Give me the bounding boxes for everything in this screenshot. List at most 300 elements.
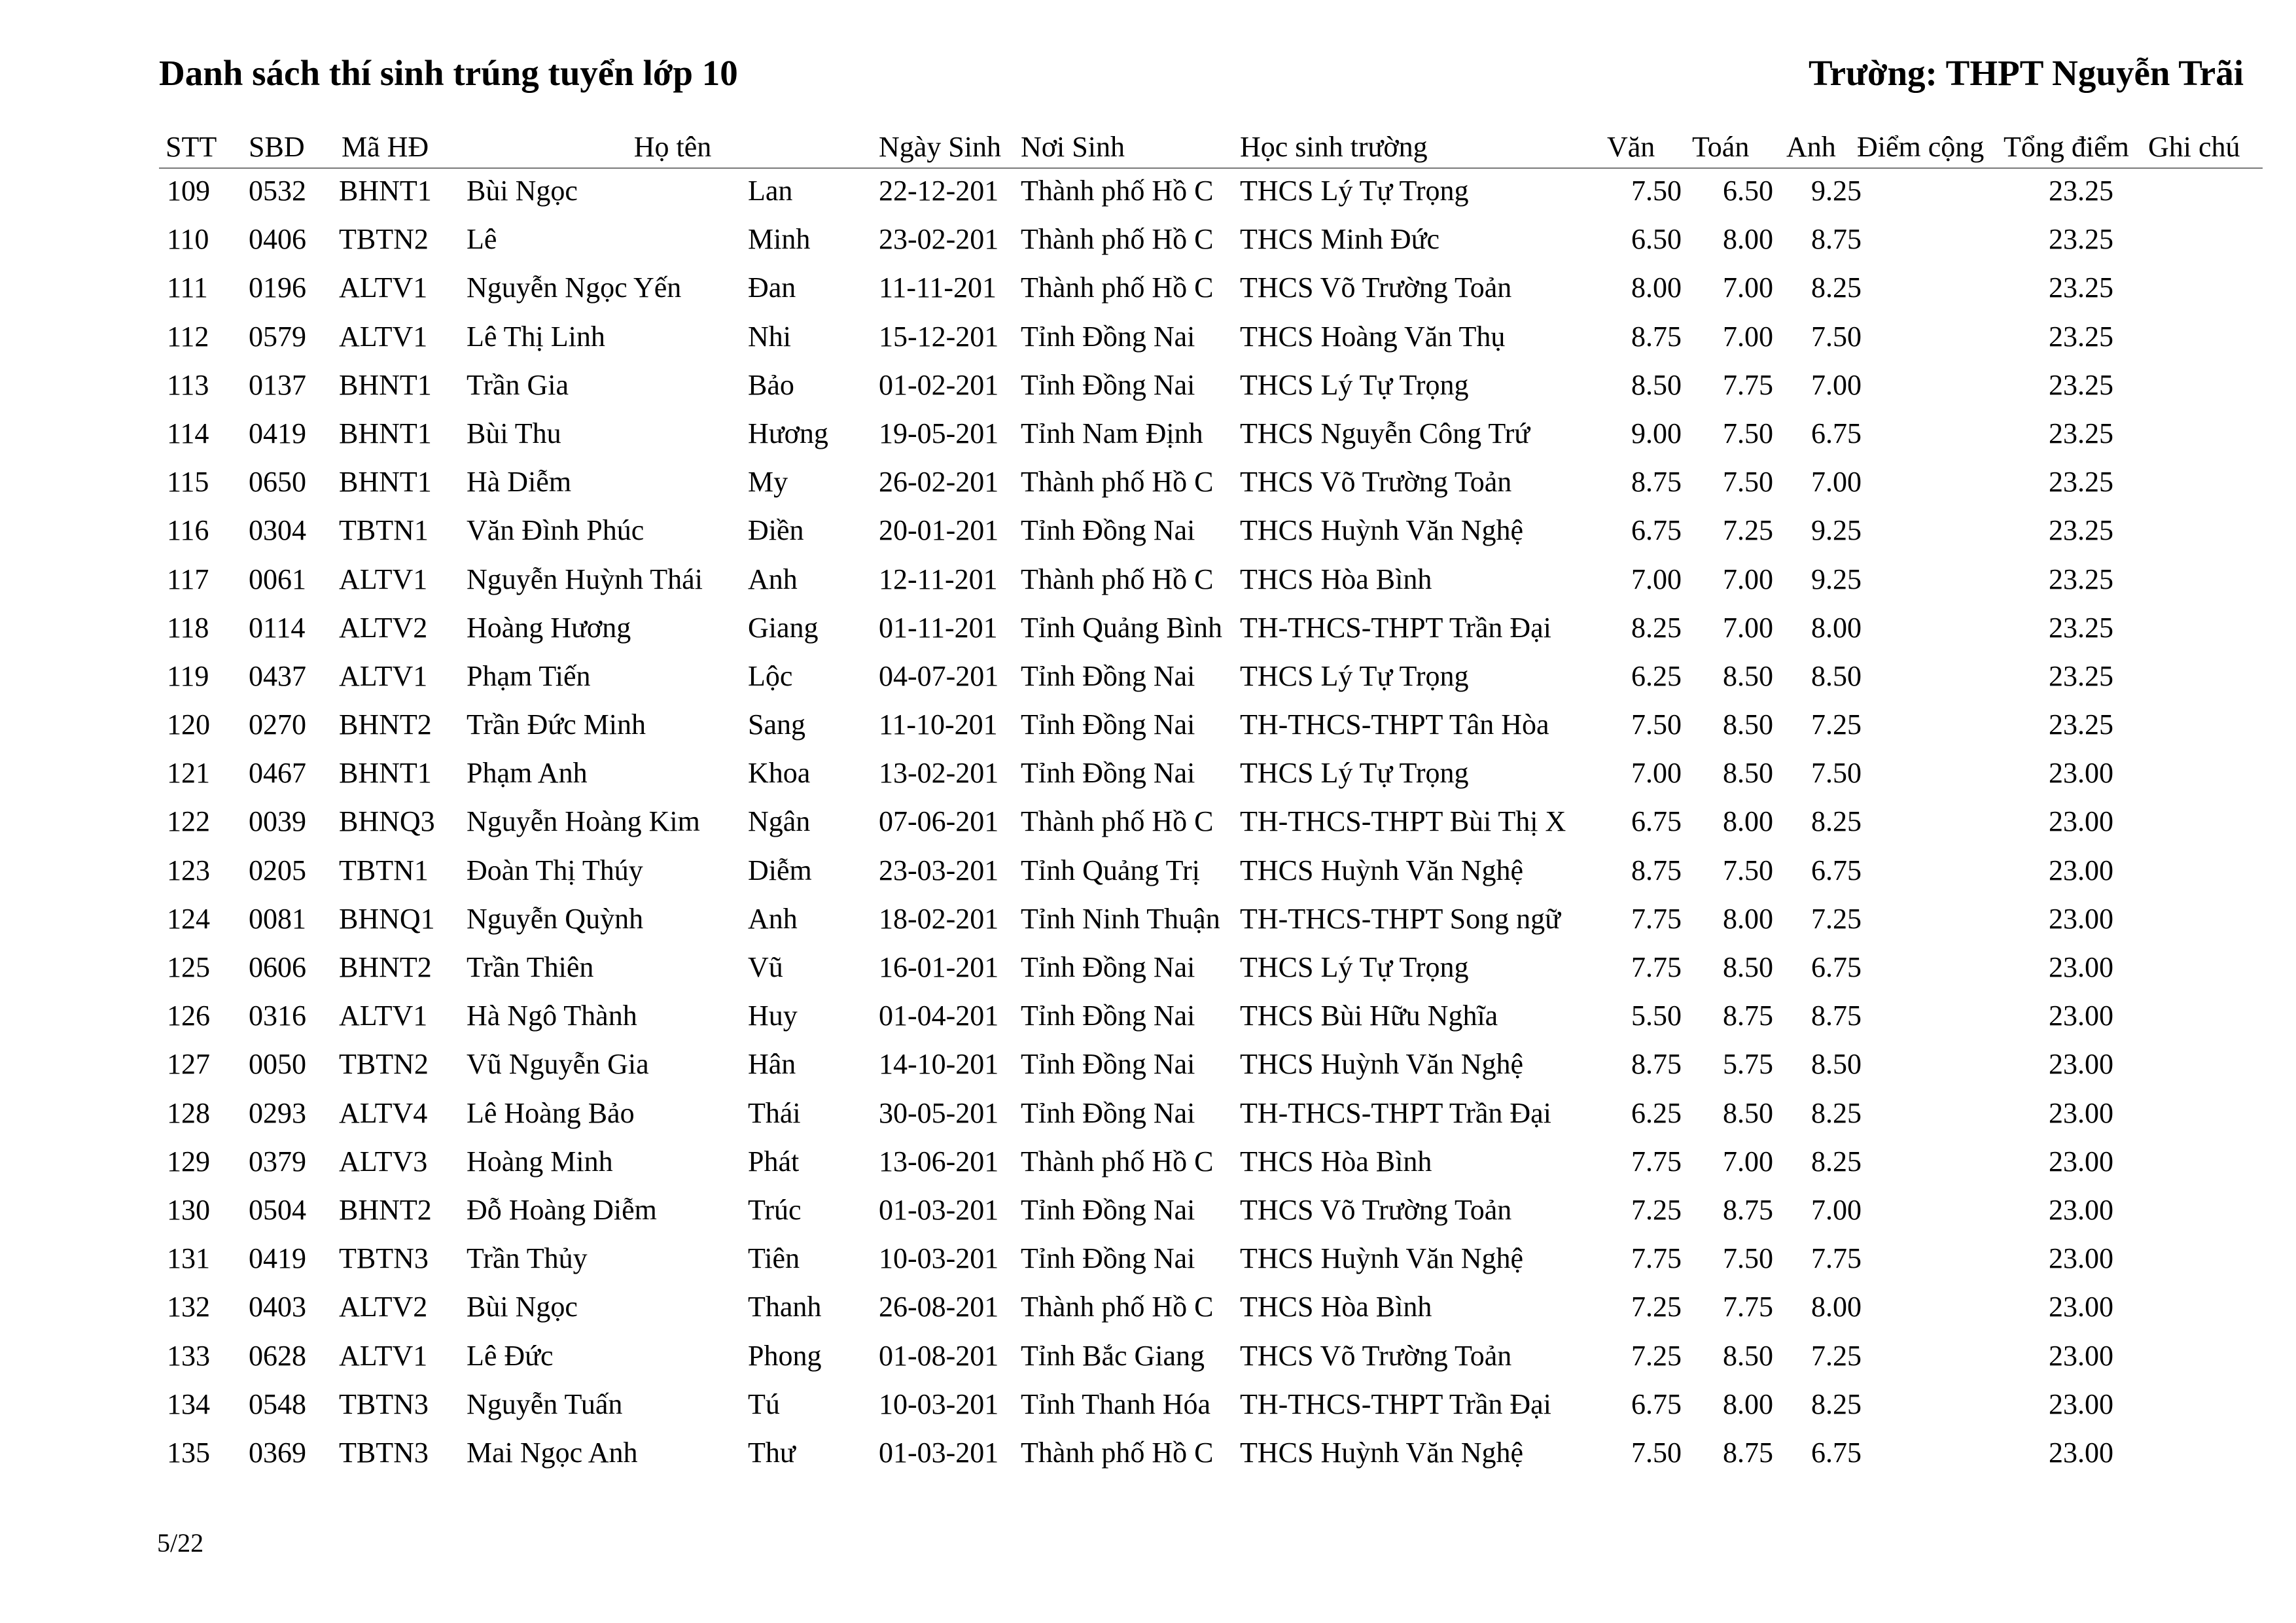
- cell-ho: Đỗ Hoàng Diễm: [467, 1193, 657, 1226]
- cell-sbd: 0205: [249, 854, 306, 886]
- cell-tong-diem: 23.00: [2049, 1145, 2113, 1178]
- cell-sbd: 0437: [249, 659, 306, 692]
- cell-ho: Nguyễn Ngọc Yến: [467, 271, 682, 304]
- cell-stt: 111: [167, 271, 208, 304]
- cell-ghi-chu: [2117, 1142, 2261, 1191]
- cell-ho: Phạm Tiến: [467, 659, 591, 692]
- cell-tong-diem: 23.00: [2049, 1000, 2113, 1032]
- cell-stt: 115: [167, 466, 209, 498]
- cell-hoc-sinh-truong: THCS Huỳnh Văn Nghệ: [1240, 854, 1524, 886]
- cell-ten: Điền: [748, 514, 804, 547]
- cell-noi-sinh: Thành phố Hồ C: [1021, 805, 1214, 838]
- cell-ma-hd: BHNT2: [339, 708, 432, 741]
- cell-hoc-sinh-truong: THCS Lý Tự Trọng: [1240, 951, 1469, 983]
- cell-noi-sinh: Thành phố Hồ C: [1021, 1145, 1214, 1178]
- cell-tong-diem: 23.25: [2049, 563, 2113, 595]
- cell-hoc-sinh-truong: THCS Hoàng Văn Thụ: [1240, 320, 1506, 353]
- cell-ten: Minh: [748, 223, 811, 256]
- cell-anh: 7.75: [1811, 1242, 1862, 1275]
- cell-diem-cong: [1862, 851, 1999, 899]
- cell-ngay-sinh: 14-10-201: [879, 1048, 999, 1081]
- cell-anh: 8.00: [1811, 611, 1862, 644]
- table-row: [0, 899, 2296, 948]
- cell-ngay-sinh: 11-10-201: [879, 708, 998, 741]
- table-row: [0, 171, 2296, 220]
- cell-van: 7.75: [1631, 1242, 1682, 1275]
- header-ho-ten: Họ tên: [633, 131, 712, 163]
- cell-diem-cong: [1862, 171, 1999, 220]
- cell-noi-sinh: Tỉnh Thanh Hóa: [1021, 1387, 1211, 1420]
- cell-van: 8.75: [1631, 1048, 1682, 1081]
- table-row: [0, 1336, 2296, 1385]
- cell-noi-sinh: Tỉnh Đồng Nai: [1021, 1193, 1195, 1226]
- cell-ghi-chu: [2117, 1239, 2261, 1287]
- cell-tong-diem: 23.25: [2049, 368, 2113, 401]
- table-row: [0, 1385, 2296, 1433]
- cell-ghi-chu: [2117, 317, 2261, 366]
- cell-ngay-sinh: 23-03-201: [879, 854, 999, 886]
- cell-ghi-chu: [2117, 560, 2261, 608]
- cell-diem-cong: [1862, 1045, 1999, 1093]
- cell-ten: Phát: [748, 1145, 800, 1178]
- cell-stt: 109: [167, 175, 210, 207]
- cell-ma-hd: BHNT2: [339, 951, 432, 983]
- cell-tong-diem: 23.00: [2049, 902, 2113, 935]
- table-row: [0, 657, 2296, 705]
- cell-tong-diem: 23.00: [2049, 805, 2113, 838]
- cell-diem-cong: [1862, 1385, 1999, 1433]
- cell-ngay-sinh: 07-06-201: [879, 805, 999, 838]
- cell-van: 8.50: [1631, 368, 1682, 401]
- cell-anh: 7.25: [1811, 902, 1862, 935]
- table-row: [0, 1191, 2296, 1239]
- cell-noi-sinh: Tỉnh Quảng Trị: [1021, 854, 1200, 886]
- table-row: [0, 851, 2296, 899]
- cell-ten: Diễm: [748, 854, 812, 886]
- cell-stt: 120: [167, 708, 210, 741]
- cell-sbd: 0650: [249, 466, 306, 498]
- cell-ten: Bảo: [748, 368, 794, 401]
- cell-stt: 119: [167, 659, 209, 692]
- cell-van: 5.50: [1631, 1000, 1682, 1032]
- cell-ma-hd: TBTN1: [339, 854, 429, 886]
- cell-toan: 7.75: [1723, 1291, 1773, 1323]
- cell-noi-sinh: Tỉnh Ninh Thuận: [1021, 902, 1220, 935]
- cell-ten: Hân: [748, 1048, 796, 1081]
- cell-ten: Anh: [748, 902, 798, 935]
- cell-hoc-sinh-truong: TH-THCS-THPT Trần Đại: [1240, 611, 1551, 644]
- cell-van: 8.00: [1631, 271, 1682, 304]
- cell-sbd: 0419: [249, 417, 306, 449]
- cell-ngay-sinh: 26-02-201: [879, 466, 999, 498]
- cell-ghi-chu: [2117, 1433, 2261, 1482]
- cell-van: 7.25: [1631, 1339, 1682, 1372]
- cell-tong-diem: 23.00: [2049, 854, 2113, 886]
- cell-sbd: 0406: [249, 223, 306, 256]
- cell-ho: Nguyễn Huỳnh Thái: [467, 563, 703, 595]
- cell-ghi-chu: [2117, 462, 2261, 511]
- cell-noi-sinh: Tỉnh Đồng Nai: [1021, 951, 1195, 983]
- cell-anh: 9.25: [1811, 563, 1862, 595]
- cell-ngay-sinh: 23-02-201: [879, 223, 999, 256]
- cell-hoc-sinh-truong: TH-THCS-THPT Trần Đại: [1240, 1096, 1551, 1129]
- cell-tong-diem: 23.25: [2049, 514, 2113, 547]
- cell-diem-cong: [1862, 1239, 1999, 1287]
- cell-sbd: 0137: [249, 368, 306, 401]
- cell-ho: Lê Thị Linh: [467, 320, 605, 353]
- cell-stt: 126: [167, 1000, 210, 1032]
- cell-noi-sinh: Tỉnh Đồng Nai: [1021, 1096, 1195, 1129]
- cell-van: 7.00: [1631, 563, 1682, 595]
- cell-diem-cong: [1862, 1094, 1999, 1142]
- cell-van: 7.25: [1631, 1193, 1682, 1226]
- cell-tong-diem: 23.00: [2049, 1339, 2113, 1372]
- cell-ma-hd: ALTV1: [339, 320, 428, 353]
- cell-sbd: 0039: [249, 805, 306, 838]
- cell-noi-sinh: Tỉnh Đồng Nai: [1021, 1000, 1195, 1032]
- cell-noi-sinh: Thành phố Hồ C: [1021, 563, 1214, 595]
- cell-toan: 8.50: [1723, 951, 1773, 983]
- cell-ten: Đan: [748, 271, 796, 304]
- cell-stt: 121: [167, 757, 210, 790]
- cell-ngay-sinh: 16-01-201: [879, 951, 999, 983]
- table-row: [0, 754, 2296, 802]
- cell-diem-cong: [1862, 414, 1999, 462]
- cell-anh: 8.75: [1811, 223, 1862, 256]
- cell-ma-hd: BHNQ3: [339, 805, 435, 838]
- cell-ngay-sinh: 20-01-201: [879, 514, 999, 547]
- cell-ten: Hương: [748, 417, 828, 449]
- cell-toan: 8.00: [1723, 805, 1773, 838]
- cell-ma-hd: BHNT1: [339, 757, 432, 790]
- cell-toan: 7.00: [1723, 320, 1773, 353]
- cell-ngay-sinh: 26-08-201: [879, 1291, 999, 1323]
- table-row: [0, 1142, 2296, 1191]
- cell-van: 7.00: [1631, 757, 1682, 790]
- cell-diem-cong: [1862, 1287, 1999, 1336]
- cell-ma-hd: BHNT1: [339, 368, 432, 401]
- cell-stt: 134: [167, 1387, 210, 1420]
- cell-tong-diem: 23.00: [2049, 1096, 2113, 1129]
- cell-anh: 6.75: [1811, 417, 1862, 449]
- cell-ho: Nguyễn Tuấn: [467, 1387, 623, 1420]
- cell-ghi-chu: [2117, 1094, 2261, 1142]
- cell-stt: 123: [167, 854, 210, 886]
- cell-ho: Bùi Thu: [467, 417, 561, 449]
- cell-toan: 8.50: [1723, 1339, 1773, 1372]
- cell-ten: Tú: [748, 1387, 780, 1420]
- cell-ho: Trần Thủy: [467, 1242, 588, 1275]
- cell-ngay-sinh: 13-02-201: [879, 757, 999, 790]
- cell-ghi-chu: [2117, 851, 2261, 899]
- cell-diem-cong: [1862, 220, 1999, 268]
- cell-stt: 127: [167, 1048, 210, 1081]
- cell-hoc-sinh-truong: THCS Lý Tự Trọng: [1240, 659, 1469, 692]
- cell-anh: 8.25: [1811, 1096, 1862, 1129]
- cell-tong-diem: 23.25: [2049, 271, 2113, 304]
- cell-ngay-sinh: 19-05-201: [879, 417, 999, 449]
- cell-van: 7.75: [1631, 1145, 1682, 1178]
- cell-tong-diem: 23.00: [2049, 757, 2113, 790]
- cell-anh: 6.75: [1811, 951, 1862, 983]
- cell-hoc-sinh-truong: THCS Võ Trường Toản: [1240, 1193, 1512, 1226]
- cell-anh: 7.50: [1811, 757, 1862, 790]
- cell-noi-sinh: Tỉnh Đồng Nai: [1021, 320, 1195, 353]
- cell-anh: 8.25: [1811, 1387, 1862, 1420]
- cell-ghi-chu: [2117, 1191, 2261, 1239]
- cell-ten: Vũ: [748, 951, 783, 983]
- cell-ngay-sinh: 15-12-201: [879, 320, 999, 353]
- cell-tong-diem: 23.25: [2049, 708, 2113, 741]
- cell-ho: Bùi Ngọc: [467, 175, 578, 207]
- cell-stt: 116: [167, 514, 209, 547]
- cell-ten: Thanh: [748, 1291, 822, 1323]
- cell-toan: 8.50: [1723, 708, 1773, 741]
- cell-noi-sinh: Tỉnh Đồng Nai: [1021, 514, 1195, 547]
- cell-van: 7.50: [1631, 1436, 1682, 1469]
- cell-tong-diem: 23.25: [2049, 466, 2113, 498]
- cell-sbd: 0293: [249, 1096, 306, 1129]
- page-number: 5/22: [157, 1528, 204, 1558]
- table-row: [0, 1287, 2296, 1336]
- header-sbd: SBD: [249, 131, 305, 163]
- cell-hoc-sinh-truong: THCS Huỳnh Văn Nghệ: [1240, 1242, 1524, 1275]
- cell-stt: 118: [167, 611, 209, 644]
- table-row: [0, 802, 2296, 850]
- cell-sbd: 0403: [249, 1291, 306, 1323]
- cell-ten: Nhi: [748, 320, 791, 353]
- table-row: [0, 1045, 2296, 1093]
- cell-hoc-sinh-truong: THCS Võ Trường Toản: [1240, 1339, 1512, 1372]
- cell-stt: 129: [167, 1145, 210, 1178]
- cell-stt: 122: [167, 805, 210, 838]
- cell-ho: Trần Gia: [467, 368, 569, 401]
- cell-toan: 8.75: [1723, 1193, 1773, 1226]
- cell-ten: Thư: [748, 1436, 796, 1469]
- cell-sbd: 0606: [249, 951, 306, 983]
- cell-ma-hd: TBTN2: [339, 1048, 429, 1081]
- cell-ghi-chu: [2117, 1287, 2261, 1336]
- cell-toan: 8.00: [1723, 223, 1773, 256]
- cell-toan: 8.50: [1723, 659, 1773, 692]
- cell-tong-diem: 23.25: [2049, 659, 2113, 692]
- cell-ngay-sinh: 18-02-201: [879, 902, 999, 935]
- cell-ma-hd: ALTV2: [339, 611, 428, 644]
- cell-hoc-sinh-truong: THCS Lý Tự Trọng: [1240, 368, 1469, 401]
- cell-anh: 8.75: [1811, 1000, 1862, 1032]
- cell-ten: Tiên: [748, 1242, 800, 1275]
- cell-ngay-sinh: 11-11-201: [879, 271, 997, 304]
- cell-ten: Ngân: [748, 805, 811, 838]
- cell-van: 7.75: [1631, 951, 1682, 983]
- cell-diem-cong: [1862, 511, 1999, 559]
- cell-ghi-chu: [2117, 754, 2261, 802]
- cell-toan: 7.75: [1723, 368, 1773, 401]
- cell-tong-diem: 23.25: [2049, 320, 2113, 353]
- cell-noi-sinh: Tỉnh Đồng Nai: [1021, 659, 1195, 692]
- cell-diem-cong: [1862, 1433, 1999, 1482]
- cell-van: 7.50: [1631, 708, 1682, 741]
- cell-van: 7.25: [1631, 1291, 1682, 1323]
- cell-ho: Lê Đức: [467, 1339, 554, 1372]
- table-row: [0, 996, 2296, 1045]
- cell-hoc-sinh-truong: THCS Hòa Bình: [1240, 1291, 1432, 1323]
- header-ghi-chu: Ghi chú: [2148, 131, 2240, 163]
- table-row: [0, 268, 2296, 317]
- cell-stt: 124: [167, 902, 210, 935]
- table-row: [0, 220, 2296, 268]
- cell-anh: 8.25: [1811, 271, 1862, 304]
- cell-sbd: 0504: [249, 1193, 306, 1226]
- cell-tong-diem: 23.25: [2049, 223, 2113, 256]
- cell-ten: My: [748, 466, 788, 498]
- cell-anh: 9.25: [1811, 175, 1862, 207]
- cell-stt: 117: [167, 563, 209, 595]
- cell-hoc-sinh-truong: THCS Huỳnh Văn Nghệ: [1240, 1436, 1524, 1469]
- cell-diem-cong: [1862, 366, 1999, 414]
- cell-ho: Mai Ngọc Anh: [467, 1436, 638, 1469]
- cell-tong-diem: 23.00: [2049, 1387, 2113, 1420]
- cell-ngay-sinh: 01-03-201: [879, 1193, 999, 1226]
- cell-anh: 6.75: [1811, 1436, 1862, 1469]
- cell-toan: 7.50: [1723, 854, 1773, 886]
- cell-anh: 8.00: [1811, 1291, 1862, 1323]
- cell-ngay-sinh: 01-02-201: [879, 368, 999, 401]
- cell-sbd: 0467: [249, 757, 306, 790]
- cell-sbd: 0579: [249, 320, 306, 353]
- cell-ma-hd: ALTV4: [339, 1096, 428, 1129]
- header-noi-sinh: Nơi Sinh: [1021, 131, 1125, 163]
- cell-diem-cong: [1862, 948, 1999, 996]
- cell-hoc-sinh-truong: TH-THCS-THPT Trần Đại: [1240, 1387, 1551, 1420]
- cell-sbd: 0304: [249, 514, 306, 547]
- cell-noi-sinh: Thành phố Hồ C: [1021, 466, 1214, 498]
- cell-sbd: 0081: [249, 902, 306, 935]
- cell-diem-cong: [1862, 317, 1999, 366]
- cell-stt: 112: [167, 320, 209, 353]
- cell-ho: Vũ Nguyễn Gia: [467, 1048, 649, 1081]
- cell-hoc-sinh-truong: THCS Lý Tự Trọng: [1240, 757, 1469, 790]
- cell-tong-diem: 23.00: [2049, 951, 2113, 983]
- cell-ma-hd: TBTN1: [339, 514, 429, 547]
- cell-ho: Hoàng Minh: [467, 1145, 613, 1178]
- cell-toan: 6.50: [1723, 175, 1773, 207]
- cell-ma-hd: TBTN3: [339, 1242, 429, 1275]
- cell-ma-hd: TBTN3: [339, 1436, 429, 1469]
- cell-toan: 8.00: [1723, 902, 1773, 935]
- cell-sbd: 0061: [249, 563, 306, 595]
- cell-anh: 7.50: [1811, 320, 1862, 353]
- cell-ngay-sinh: 13-06-201: [879, 1145, 999, 1178]
- cell-ghi-chu: [2117, 220, 2261, 268]
- cell-toan: 8.75: [1723, 1436, 1773, 1469]
- cell-ngay-sinh: 01-04-201: [879, 1000, 999, 1032]
- cell-toan: 7.50: [1723, 1242, 1773, 1275]
- cell-ngay-sinh: 30-05-201: [879, 1096, 999, 1129]
- cell-ghi-chu: [2117, 608, 2261, 657]
- cell-van: 9.00: [1631, 417, 1682, 449]
- cell-sbd: 0050: [249, 1048, 306, 1081]
- cell-ngay-sinh: 01-08-201: [879, 1339, 999, 1372]
- cell-noi-sinh: Tỉnh Bắc Giang: [1021, 1339, 1205, 1372]
- table-row: [0, 317, 2296, 366]
- cell-noi-sinh: Tỉnh Đồng Nai: [1021, 1048, 1195, 1081]
- cell-ho: Nguyễn Hoàng Kim: [467, 805, 700, 838]
- cell-hoc-sinh-truong: THCS Lý Tự Trọng: [1240, 175, 1469, 207]
- cell-sbd: 0316: [249, 1000, 306, 1032]
- cell-ho: Trần Đức Minh: [467, 708, 646, 741]
- cell-tong-diem: 23.00: [2049, 1242, 2113, 1275]
- cell-ho: Bùi Ngọc: [467, 1291, 578, 1323]
- cell-ghi-chu: [2117, 1336, 2261, 1385]
- school-name: Trường: THPT Nguyễn Trãi: [1809, 53, 2244, 93]
- cell-hoc-sinh-truong: TH-THCS-THPT Bùi Thị X: [1240, 805, 1566, 838]
- cell-stt: 132: [167, 1291, 210, 1323]
- cell-ngay-sinh: 10-03-201: [879, 1387, 999, 1420]
- cell-diem-cong: [1862, 705, 1999, 754]
- cell-diem-cong: [1862, 268, 1999, 317]
- cell-ho: Lê Hoàng Bảo: [467, 1096, 635, 1129]
- table-row: [0, 1239, 2296, 1287]
- cell-stt: 110: [167, 223, 209, 256]
- header-divider: [159, 167, 2263, 169]
- cell-ngay-sinh: 01-11-201: [879, 611, 998, 644]
- cell-van: 6.25: [1631, 1096, 1682, 1129]
- cell-ten: Giang: [748, 611, 819, 644]
- cell-diem-cong: [1862, 996, 1999, 1045]
- cell-hoc-sinh-truong: THCS Võ Trường Toản: [1240, 271, 1512, 304]
- header-ngay-sinh: Ngày Sinh: [879, 131, 1001, 163]
- table-row: [0, 608, 2296, 657]
- cell-ten: Thái: [748, 1096, 801, 1129]
- cell-hoc-sinh-truong: THCS Huỳnh Văn Nghệ: [1240, 1048, 1524, 1081]
- cell-anh: 7.00: [1811, 368, 1862, 401]
- cell-sbd: 0196: [249, 271, 306, 304]
- cell-stt: 128: [167, 1096, 210, 1129]
- table-row: [0, 462, 2296, 511]
- cell-hoc-sinh-truong: THCS Bùi Hữu Nghĩa: [1240, 1000, 1498, 1032]
- cell-diem-cong: [1862, 1336, 1999, 1385]
- cell-noi-sinh: Tỉnh Đồng Nai: [1021, 757, 1195, 790]
- cell-stt: 130: [167, 1193, 210, 1226]
- cell-ho: Văn Đình Phúc: [467, 514, 645, 547]
- cell-ma-hd: ALTV1: [339, 1339, 428, 1372]
- cell-ma-hd: TBTN3: [339, 1387, 429, 1420]
- header-toan: Toán: [1692, 131, 1750, 163]
- cell-tong-diem: 23.25: [2049, 417, 2113, 449]
- cell-toan: 7.00: [1723, 1145, 1773, 1178]
- cell-tong-diem: 23.00: [2049, 1436, 2113, 1469]
- cell-noi-sinh: Thành phố Hồ C: [1021, 175, 1214, 207]
- header-stt: STT: [166, 131, 217, 163]
- cell-ten: Huy: [748, 1000, 798, 1032]
- cell-hoc-sinh-truong: THCS Minh Đức: [1240, 223, 1439, 256]
- cell-toan: 7.00: [1723, 563, 1773, 595]
- cell-van: 8.75: [1631, 854, 1682, 886]
- cell-ma-hd: ALTV1: [339, 1000, 428, 1032]
- cell-hoc-sinh-truong: TH-THCS-THPT Song ngữ: [1240, 902, 1561, 935]
- cell-toan: 7.00: [1723, 271, 1773, 304]
- cell-ghi-chu: [2117, 1045, 2261, 1093]
- table-row: [0, 948, 2296, 996]
- cell-ngay-sinh: 22-12-201: [879, 175, 999, 207]
- cell-anh: 7.00: [1811, 1193, 1862, 1226]
- cell-noi-sinh: Thành phố Hồ C: [1021, 1436, 1214, 1469]
- cell-stt: 113: [167, 368, 209, 401]
- cell-ma-hd: BHNT1: [339, 417, 432, 449]
- cell-stt: 135: [167, 1436, 210, 1469]
- cell-ten: Khoa: [748, 757, 811, 790]
